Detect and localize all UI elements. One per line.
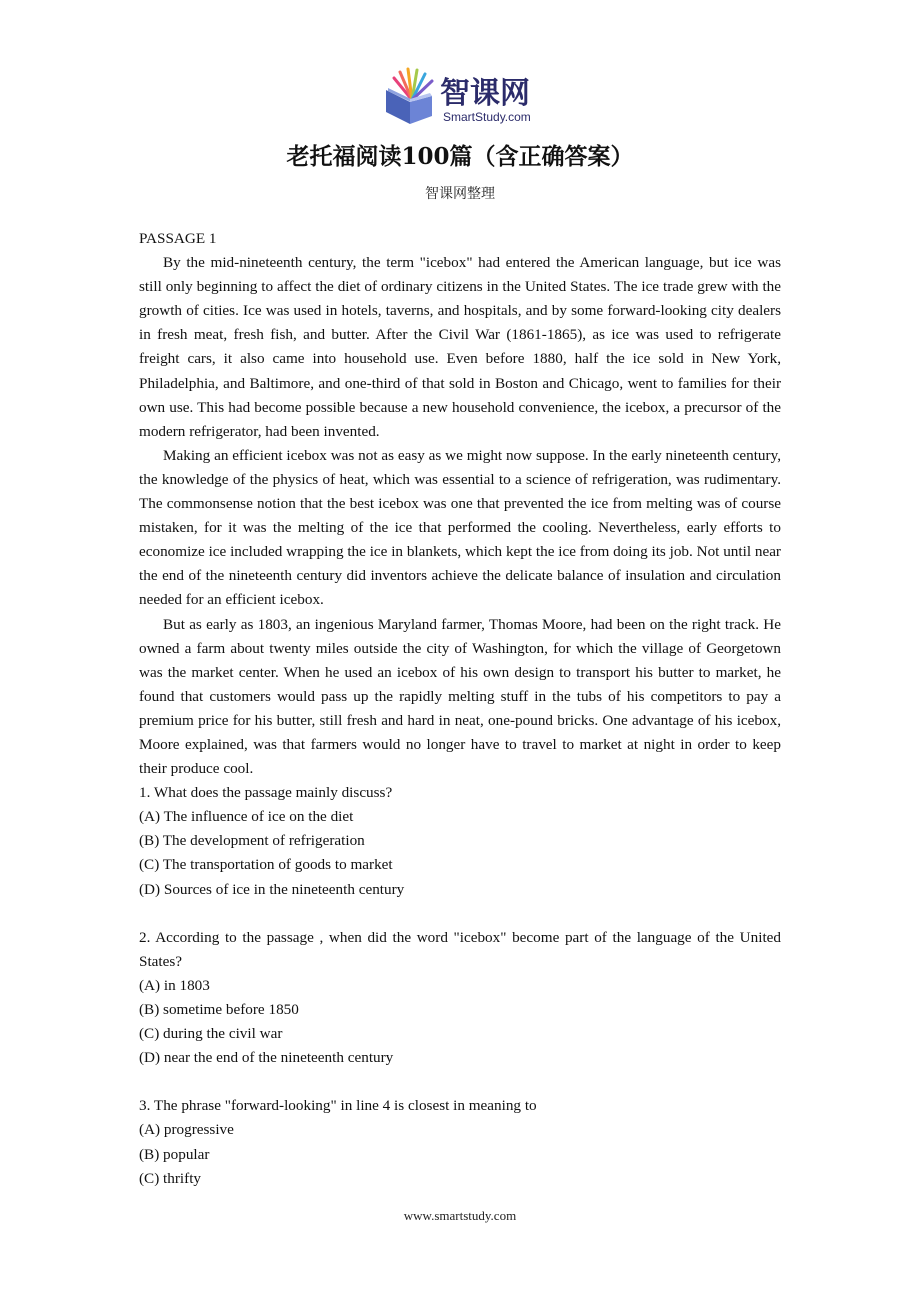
question-block	[139, 1094, 781, 1190]
logo-chinese-text: 智课网	[440, 76, 530, 111]
footer-url: www.smartstudy.com	[403, 1208, 517, 1223]
passage-label: PASSAGE 1	[139, 230, 217, 247]
answer-option: (A) The influence of ice on the diet	[139, 808, 354, 826]
smartstudy-logo	[380, 66, 546, 128]
question-text: 3. The phrase "forward-looking" in line 4 is closest in meaning to	[139, 1097, 537, 1115]
book-rays-icon	[380, 66, 440, 128]
document-body	[139, 227, 781, 1191]
answer-option: (B) The development of refrigeration	[139, 832, 365, 850]
answer-option: (D) near the end of the nineteenth century	[139, 1049, 394, 1067]
answer-option: (C) thrifty	[139, 1169, 202, 1187]
page-title: 老托福阅读100篇（含正确答案）	[286, 143, 634, 170]
passage-paragraph: Making an efficient icebox was not as easy as we might now suppose. In the early nineteenth century, the knowledge of the physics of heat, which was essential to a science of refrigeration, was rudimentary. The commonsense notion that the best icebox was one that prevented the ice from melting was of course mistaken, for it was the melting of the ice that performed the cooling. Nevertheless, early efforts to economize ice included wrapping the ice in blankets, which kept the ice from doing its job. Not until near the end of the nineteenth century did inventors achieve the delicate balance of insulation and circulation needed for an efficient icebox.	[139, 446, 781, 609]
answer-option: (C) The transportation of goods to market	[139, 856, 393, 874]
question-block	[139, 781, 781, 901]
answer-option: (A) in 1803	[139, 976, 210, 994]
question-list	[139, 781, 781, 1191]
answer-option: (C) during the civil war	[139, 1025, 283, 1043]
question-text: 2. According to the passage , when did the word "icebox" become part of the language of the United States?	[139, 928, 781, 970]
passage-paragraph: But as early as 1803, an ingenious Maryland farmer, Thomas Moore, had been on the right track. He owned a farm about twenty miles outside the city of Washington, for which the village of Georgetown was the market center. When he used an icebox of his own design to transport his butter to market, he found that customers would pass up the rapidly melting stuff in the tubs of his competitors to pay a premium price for his butter, still fresh and hard in neat, one-pound bricks. One advantage of his icebox, Moore explained, was that farmers would no longer have to travel to market at night in order to keep their produce cool.	[139, 615, 781, 778]
logo-english-text: SmartStudy.com	[443, 110, 531, 124]
answer-option: (B) popular	[139, 1145, 210, 1163]
passage-paragraph: By the mid-nineteenth century, the term "icebox" had entered the American language, but ice was still only beginning to affect the diet of ordinary citizens in the United States. The ice trade grew with the growth of cities. Ice was used in hotels, taverns, and hospitals, and by some forward-looking city dealers in fresh meat, fresh fish, and butter. After the Civil War (1861-1865), as ice was used to refrigerate freight cars, it also came into household use. Even before 1880, half the ice sold in New York, Philadelphia, and Baltimore, and one-third of that sold in Boston and Chicago, went to families for their own use. This had become possible because a new household convenience, the icebox, a precursor of the modern refrigerator, had been invented.	[139, 254, 781, 440]
question-block	[139, 926, 781, 1071]
question-text: 1. What does the passage mainly discuss?	[139, 784, 393, 802]
page-subtitle: 智课网整理	[425, 186, 495, 202]
answer-option: (B) sometime before 1850	[139, 1001, 299, 1018]
answer-option: (D) Sources of ice in the nineteenth century	[139, 880, 405, 898]
answer-option: (A) progressive	[139, 1121, 234, 1139]
